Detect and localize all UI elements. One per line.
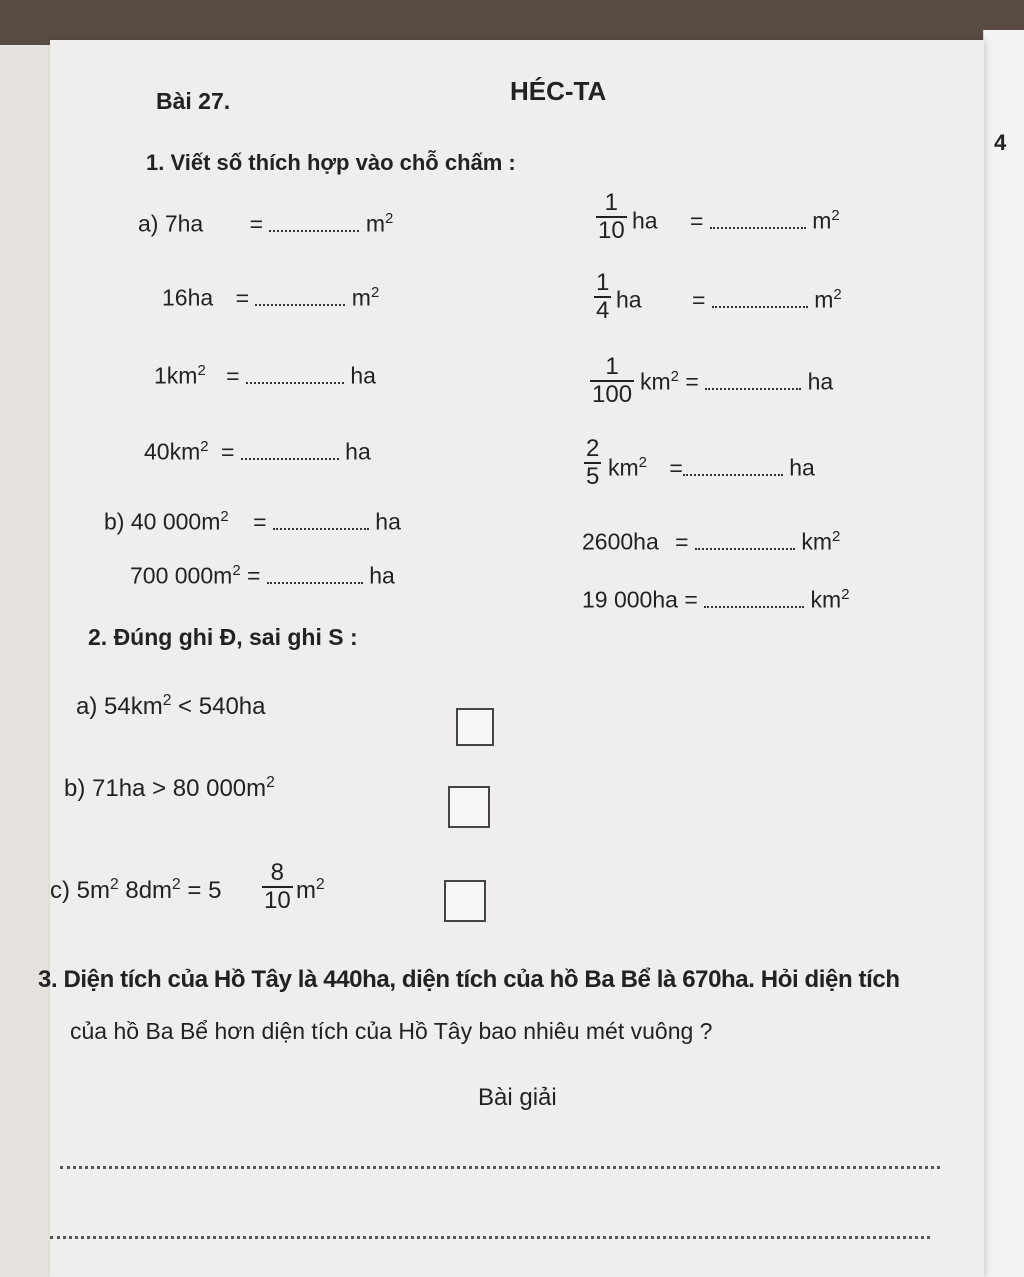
exercise-2-title: 2. Đúng ghi Đ, sai ghi S : <box>88 624 358 650</box>
answer-box-a[interactable] <box>456 708 494 746</box>
answer-blank[interactable] <box>705 374 801 390</box>
ex1-b-row-1: b) 40 $000m^2$ = ha <box>104 508 401 535</box>
ex1-a-row-4: $40km^2$ = ha <box>144 438 371 465</box>
book-spine-edge <box>0 45 51 1277</box>
ex1-b-row-2: 700 $000m^2$ = ha <box>130 562 395 589</box>
background-table <box>0 0 1024 45</box>
answer-blank[interactable] <box>267 568 363 584</box>
ex1-right-b-row-1: $2600ha = km^2$ <box>582 528 841 555</box>
ex1-a-row-1: a) $7ha = m^2$ <box>138 210 394 237</box>
ex2-item-a: a) $54km^2 < 540ha$ <box>76 692 266 720</box>
lesson-title: HÉC-TA <box>510 76 607 106</box>
ex1-a-row-2: $16ha = m^2$ <box>162 284 380 311</box>
ex2-item-b: b) 71ha > 80 $000m^2$ <box>64 774 275 802</box>
exercise-1-title: 1. Viết số thích hợp vào chỗ chấm : <box>146 150 516 175</box>
answer-blank[interactable] <box>241 444 339 460</box>
answer-blank[interactable] <box>704 592 804 608</box>
answer-blank[interactable] <box>683 460 783 476</box>
answer-blank[interactable] <box>712 292 808 308</box>
answer-blank[interactable] <box>273 514 369 530</box>
answer-blank[interactable] <box>695 534 795 550</box>
answer-box-c[interactable] <box>444 880 486 922</box>
lesson-number: Bài 27. <box>156 88 231 114</box>
ex2-item-c: c) $5m^2$ $8dm^2 = 5$ <box>50 876 222 904</box>
ex1-right-b-row-2: 19 $000ha = km^2$ <box>582 586 850 613</box>
ex2-c-fraction: $\frac{8}{10}$ <box>264 859 291 914</box>
answer-blank[interactable] <box>269 216 359 232</box>
exercise-3-line-1: 3. Diện tích của Hồ Tây là 440ha, diện tích của hồ Ba Bể là 670ha. Hỏi diện tích <box>38 966 900 993</box>
ex1-a-row-3: $1km^2$ = ha <box>154 362 376 389</box>
exercise-3-line-2: của hồ Ba Bể hơn diện tích của Hồ Tây bao nhiêu mét vuông ? <box>70 1018 713 1044</box>
next-page-edge <box>983 30 1024 1277</box>
page-number: 4 <box>994 130 1007 155</box>
answer-blank[interactable] <box>710 213 806 229</box>
answer-box-b[interactable] <box>448 786 490 828</box>
solution-heading: Bài giải <box>478 1084 557 1111</box>
answer-blank[interactable] <box>246 368 344 384</box>
answer-line-2[interactable] <box>50 1236 930 1239</box>
answer-line-1[interactable] <box>60 1166 940 1169</box>
worksheet-page: Bài 27. HÉC-TA 1. Viết số thích hợp vào chỗ chấm : a) $7ha = m^2$ $16ha = m^2$ $1km^2$ = ha $40km^2$ = ha b) 40 $000m^2$ = ha 700 $000m^2$ = ha $\frac{1}{10}$ ha = $m^2$ $\frac{1}{4}$ ha = $m^2$ $\frac{1}{100}$ $km^2$ = ha $\frac{2}{5}$ $km^2$ = ha $2600ha = km^2$ 19 $000ha = km^2$ 2. Đúng ghi Đ, sai ghi S : a) $54km^2 < 540ha$ b) 71ha > 80 $000m^2$ c) $5m^2$ $8dm^2 = 5$ $\frac{8}{10}$ $m^2$ 3. Diện tích của Hồ Tây là 440ha, diện tích của hồ Ba Bể là 670ha. Hỏi diện tích của hồ Ba Bể hơn diện tích của Hồ Tây bao nhiêu mét vuông ? Bài giải <box>50 40 984 1277</box>
answer-blank[interactable] <box>255 290 345 306</box>
ex2-c-unit: $m^2$ <box>296 876 325 904</box>
